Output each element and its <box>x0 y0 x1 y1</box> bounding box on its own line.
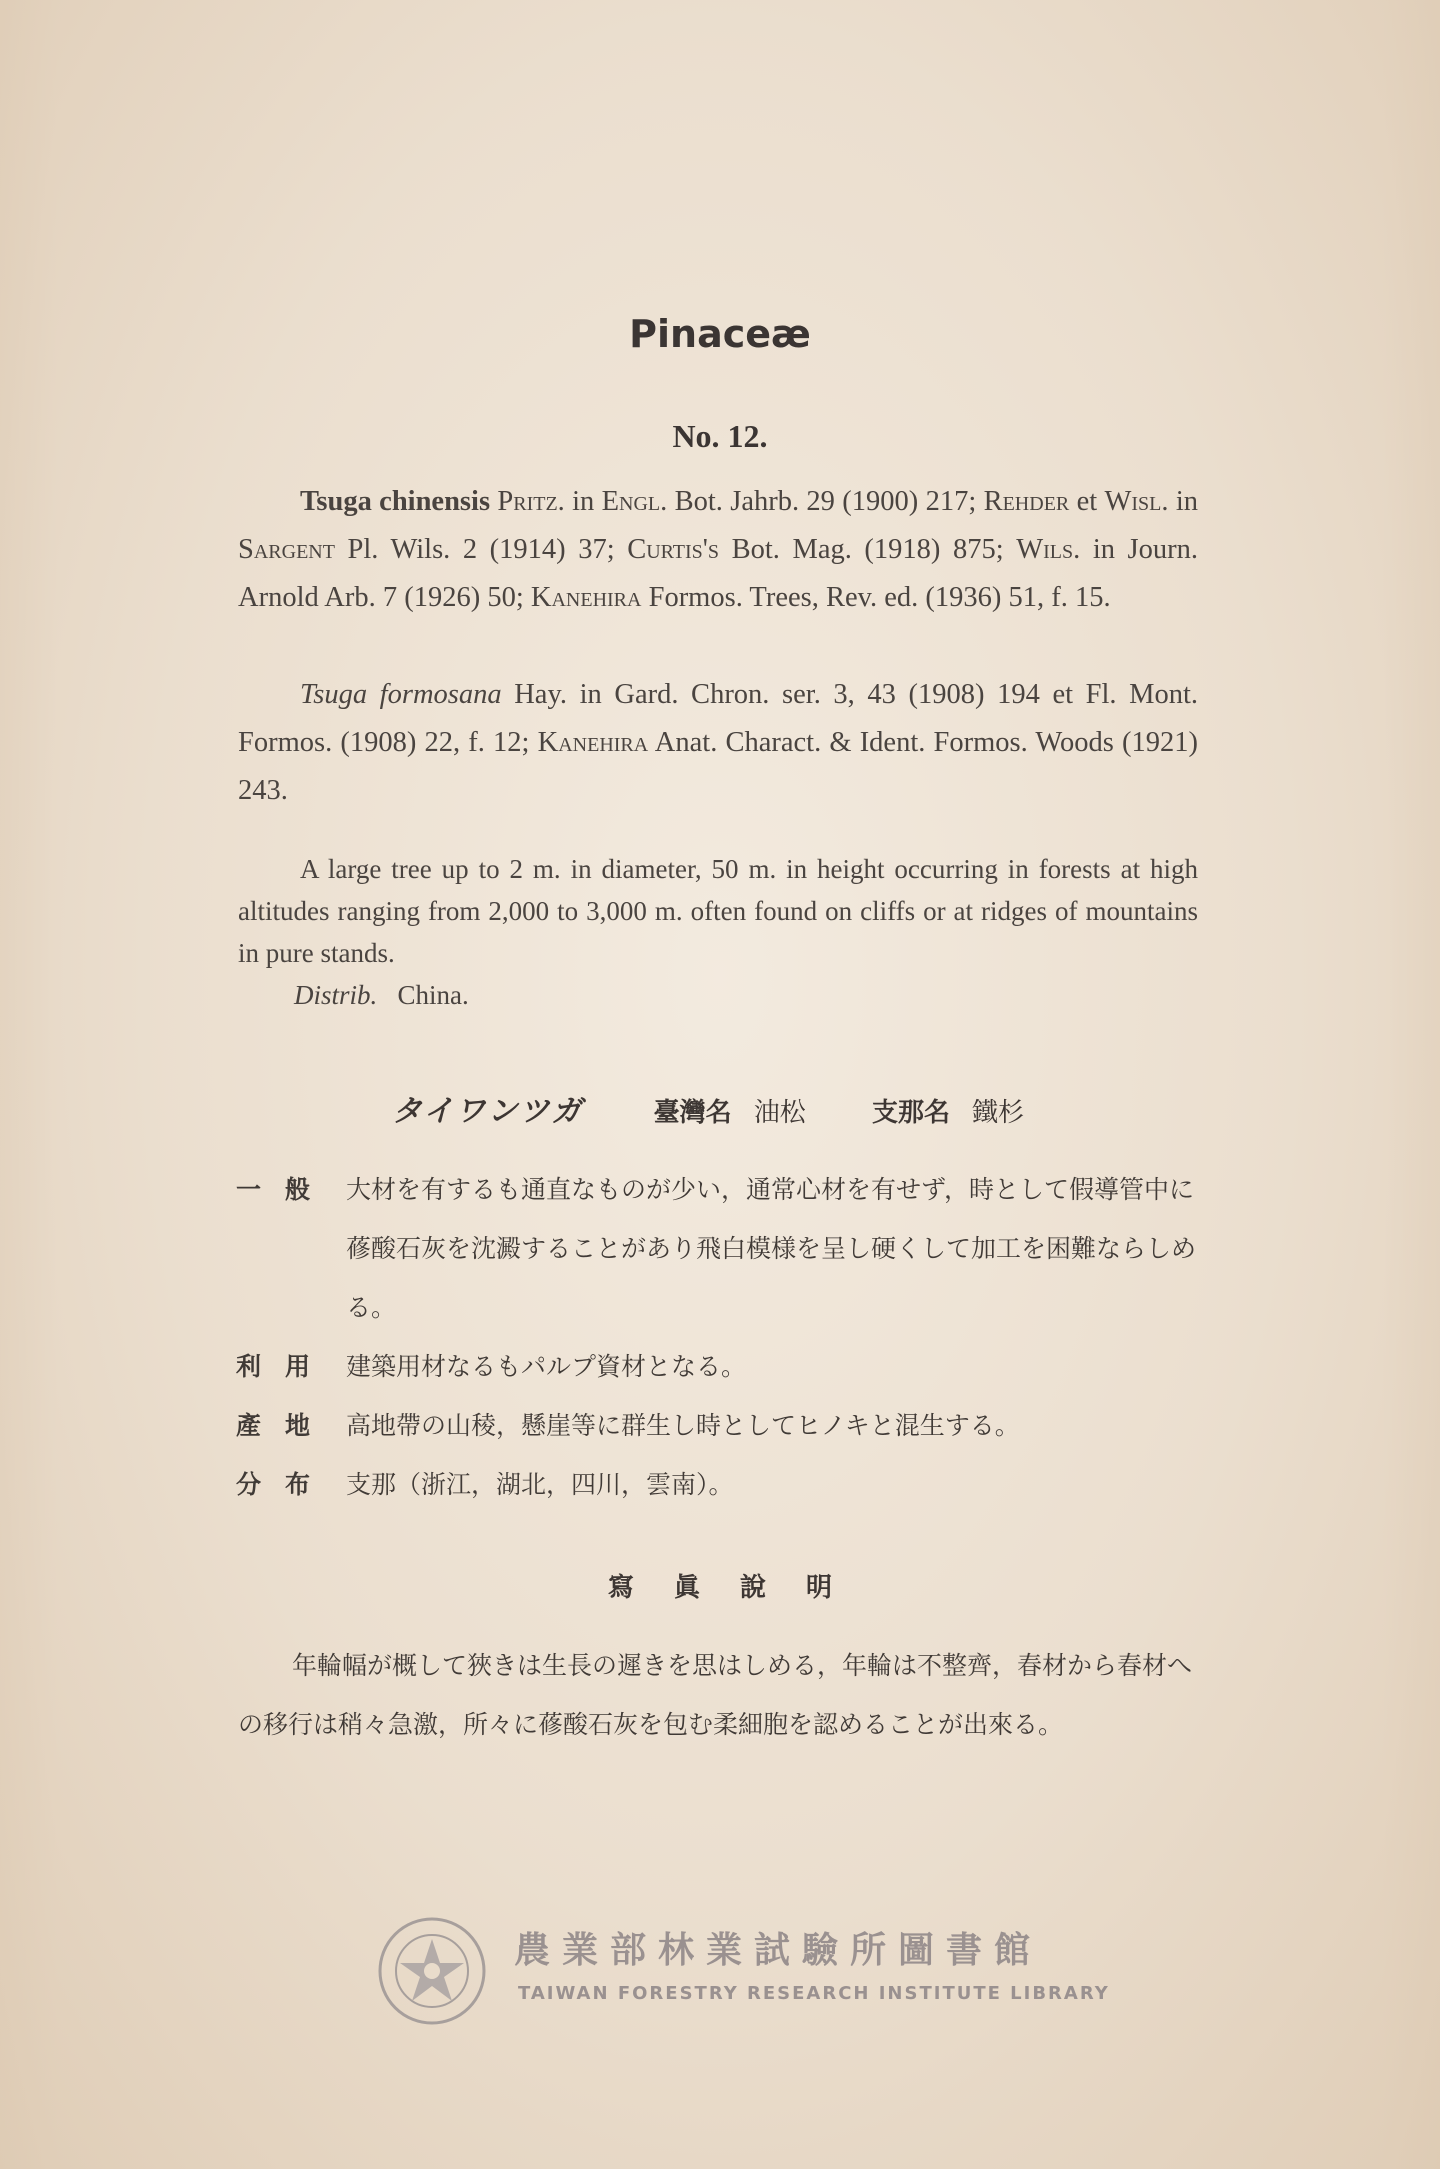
section-key: 產地 <box>236 1411 335 1440</box>
description: A large tree up to 2 m. in diameter, 50 m. in height occurring in forests at high altitudes ranging from 2,000 to 3,000 m. often found on cliffs or at ridges of mountains in pure stands. <box>238 854 1198 968</box>
section-text: 大材を有するも通直なものが少い，通常心材を有せず，時として假導管中に蓚酸石灰を沈澱することがあり飛白模様を呈し硬くして加工を困難ならしめる。 <box>346 1175 1197 1322</box>
species-name: Tsuga chinensis <box>300 486 491 517</box>
family-title: Pinaceæ <box>629 312 811 356</box>
author: Kanehira <box>537 727 649 758</box>
china-name-label: 支那名 <box>871 1098 950 1128</box>
section-use <box>236 1337 1196 1396</box>
citation-text: in <box>1168 486 1199 517</box>
taiwan-name-value: 油松 <box>753 1098 806 1128</box>
author: Sargent <box>238 534 335 565</box>
author: Wisl. <box>1104 486 1169 517</box>
china-name-value: 鐵杉 <box>971 1098 1024 1128</box>
japanese-names <box>392 1086 1024 1130</box>
entry-number: No. 12. <box>672 418 768 454</box>
citation-text: Formos. Trees, Rev. ed. (1936) 51, f. 15. <box>641 582 1111 613</box>
main-citation <box>238 478 1198 622</box>
synonym-name: Tsuga formosana <box>300 679 502 710</box>
citation-text: Bot. Jahrb. 29 (1900) 217; <box>667 486 984 517</box>
citation-text: Anat. Charact. & Ident. Formos. Woods (1921) 243. <box>238 727 1198 806</box>
distrib-value: China. <box>397 980 469 1010</box>
section-text: 支那（浙江，湖北，四川，雲南）。 <box>346 1470 734 1499</box>
citation-text: Bot. Mag. (1918) 875; <box>719 534 1017 565</box>
library-name-chinese: 農業部林業試驗所圖書館 <box>514 1930 1043 1971</box>
property-sections <box>236 1160 1196 1514</box>
author: Pritz. <box>497 486 565 517</box>
author: Curtis's <box>627 534 720 565</box>
section-general <box>236 1160 1196 1337</box>
distrib-label: Distrib. <box>294 980 378 1010</box>
katakana-name: タイワンツガ <box>392 1094 584 1129</box>
library-name-english: TAIWAN FORESTRY RESEARCH INSTITUTE LIBRARY <box>518 1983 1110 2004</box>
citation-text: Pl. Wils. 2 (1914) 37; <box>334 534 628 565</box>
description-block <box>238 848 1198 1016</box>
section-distribution <box>236 1455 1196 1514</box>
section-text: 建築用材なるもパルプ資材となる。 <box>346 1352 747 1381</box>
author: Wils. <box>1016 534 1081 565</box>
section-key: 一般 <box>236 1175 335 1204</box>
synonym-citation <box>238 671 1198 815</box>
taiwan-name-label: 臺灣名 <box>653 1098 732 1128</box>
photo-explanation-text: 年輪幅が概して狹きは生長の遲きを思はしめる，年輪は不整齊，春材から春材への移行は稍々急激，所々に蓚酸石灰を包む柔細胞を認めることが出來る。 <box>238 1651 1193 1739</box>
photo-explanation-title: 寫眞說明 <box>607 1573 872 1603</box>
author: Rehder <box>983 486 1070 517</box>
section-key: 分布 <box>236 1470 335 1499</box>
citation-text: in Journ. Arnold Arb. 7 (1926) 50; <box>238 534 1199 613</box>
author: Engl. <box>601 486 668 517</box>
section-key: 利用 <box>236 1352 335 1381</box>
library-seal-icon <box>376 1915 488 2027</box>
distribution <box>238 974 1198 1016</box>
citation-text: in <box>564 486 602 517</box>
section-habitat <box>236 1396 1196 1455</box>
citation-text: et <box>1069 486 1105 517</box>
citation-text: Hay. in Gard. Chron. ser. 3, 43 (1908) 194 et Fl. Mont. Formos. (1908) 22, f. 12; <box>238 679 1198 758</box>
section-text: 高地帶の山稜，懸崖等に群生し時としてヒノキと混生する。 <box>346 1411 1020 1440</box>
author: Kanehira <box>530 582 642 613</box>
